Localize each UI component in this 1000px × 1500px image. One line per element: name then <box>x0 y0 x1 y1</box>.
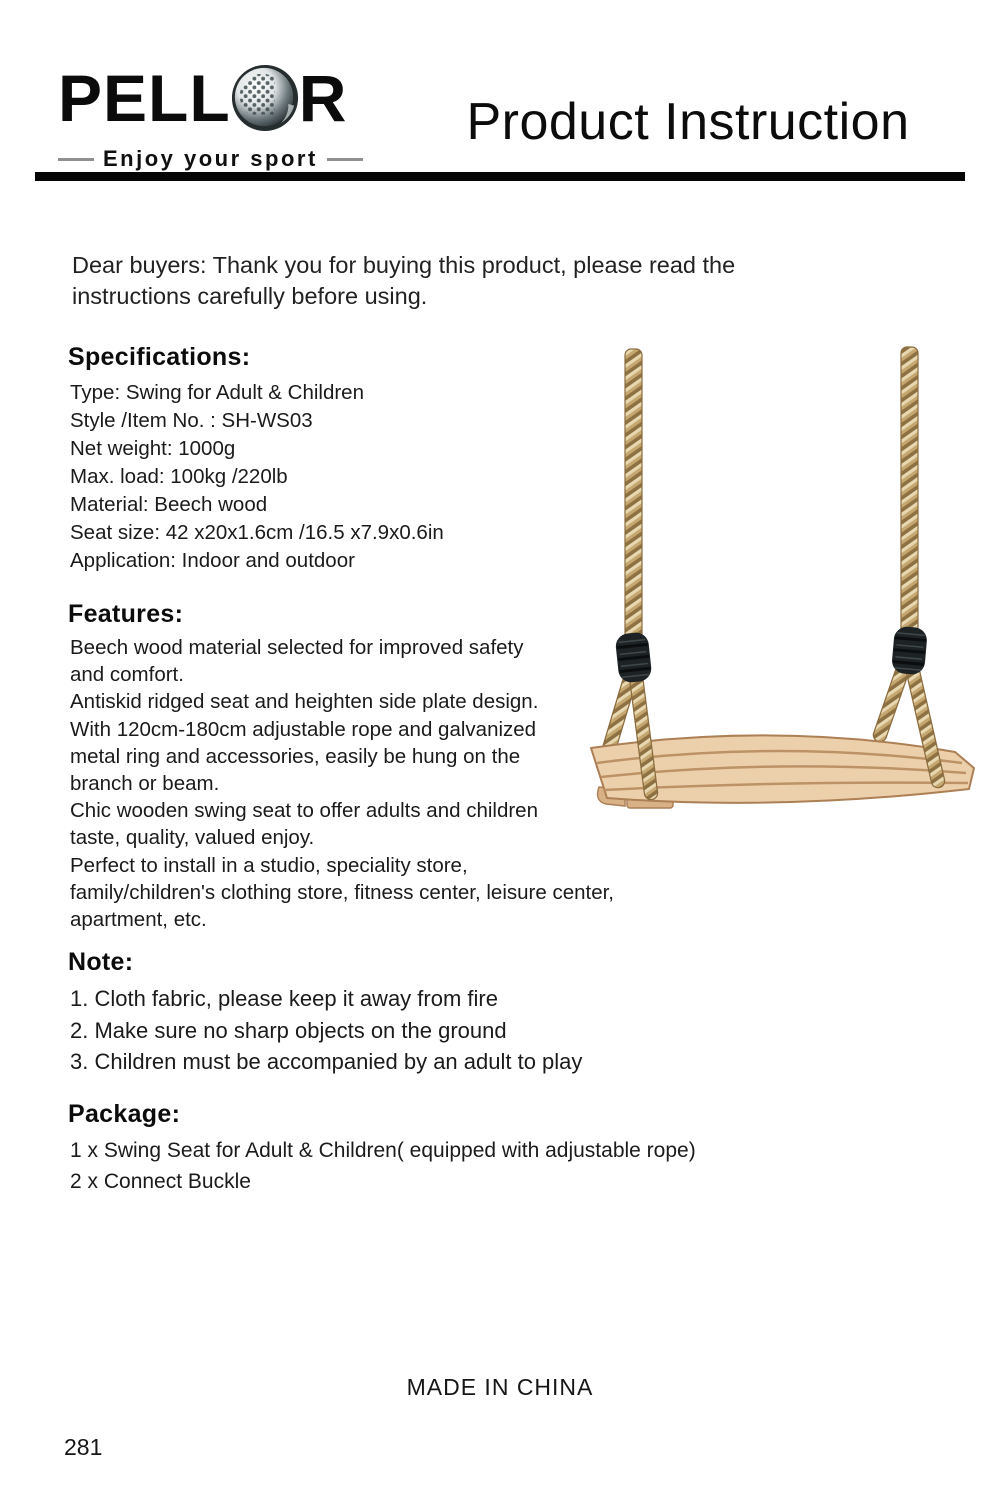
brand-tagline <box>58 146 368 172</box>
specification-line: Seat size: 42 x20x1.6cm /16.5 x7.9x0.6in <box>70 521 444 544</box>
specification-line: Application: Indoor and outdoor <box>70 549 355 572</box>
intro-paragraph <box>72 250 735 312</box>
tagline-text: Enjoy your sport <box>103 146 318 171</box>
specification-line: Material: Beech wood <box>70 493 268 516</box>
note-line: 1. Cloth fabric, please keep it away from fire <box>70 986 498 1011</box>
feature-line: With 120cm-180cm adjustable rope and galvanized <box>70 717 537 741</box>
intro-line: Dear buyers: Thank you for buying this product, please read the <box>72 252 736 278</box>
brand-logo <box>58 52 368 172</box>
features-list <box>70 634 614 933</box>
product-photo-swing <box>583 345 978 815</box>
brand-wordmark <box>58 52 368 144</box>
feature-line: Perfect to install in a studio, speciality store, <box>70 853 468 877</box>
package-line: 2 x Connect Buckle <box>70 1169 251 1193</box>
package-heading: Package: <box>68 1100 181 1128</box>
note-list <box>70 983 582 1078</box>
specification-line: Max. load: 100kg /220lb <box>70 465 288 488</box>
page-number: 281 <box>64 1434 103 1460</box>
tagline-right-line <box>327 158 363 161</box>
note-line: 2. Make sure no sharp objects on the ground <box>70 1017 507 1043</box>
features-heading: Features: <box>68 600 184 628</box>
rope-knot-right <box>891 626 928 676</box>
specification-line: Net weight: 1000g <box>70 437 236 460</box>
header-divider <box>35 172 965 181</box>
feature-line: apartment, etc. <box>70 908 207 932</box>
specification-line: Style /Item No. : SH-WS03 <box>70 409 313 432</box>
feature-line: Beech wood material selected for improved safety <box>70 636 524 659</box>
note-heading: Note: <box>68 948 134 976</box>
feature-line: taste, quality, valued enjoy. <box>70 826 315 850</box>
feature-line: Chic wooden swing seat to offer adults and children <box>70 799 538 823</box>
rope-right <box>901 347 918 639</box>
specifications-heading: Specifications: <box>68 343 251 371</box>
feature-line: family/children's clothing store, fitness center, leisure center, <box>70 880 615 904</box>
golf-ball-icon <box>230 63 300 133</box>
page-title: Product Instruction <box>466 93 910 151</box>
package-line: 1 x Swing Seat for Adult & Children( equipped with adjustable rope) <box>70 1139 696 1162</box>
rope-knot-left <box>615 631 653 683</box>
feature-line: and comfort. <box>70 663 184 687</box>
note-line: 3. Children must be accompanied by an adult to play <box>70 1049 583 1074</box>
made-in-label: MADE IN CHINA <box>406 1374 594 1400</box>
brand-text-right: R <box>298 61 348 135</box>
feature-line: branch or beam. <box>70 772 220 796</box>
tagline-left-line <box>58 158 94 161</box>
specification-line: Type: Swing for Adult & Children <box>70 381 364 404</box>
intro-line: instructions carefully before using. <box>72 283 428 309</box>
feature-line: metal ring and accessories, easily be hung on the <box>70 744 521 768</box>
rope-left <box>625 349 642 645</box>
specifications-list <box>70 379 444 575</box>
package-list <box>70 1136 696 1197</box>
brand-text-left: PELL <box>58 61 231 135</box>
feature-line: Antiskid ridged seat and heighten side plate design. <box>70 690 539 714</box>
